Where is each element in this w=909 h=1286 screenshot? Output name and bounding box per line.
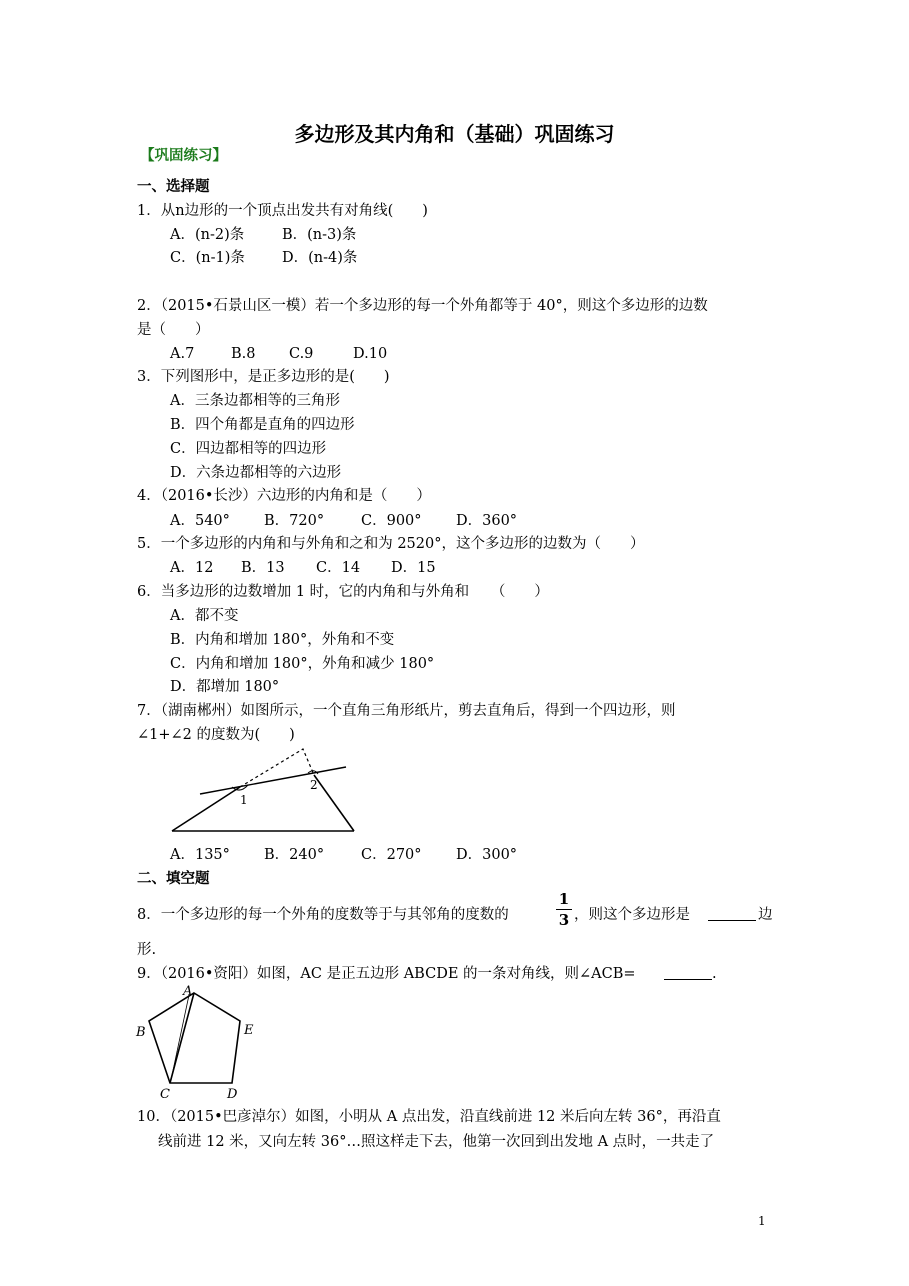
q2-stem-line1: 2．（2015•石景山区一模）若一个多边形的每一个外角都等于 40°，则这个多边形的边数 — [137, 298, 708, 314]
q4-option-c: C．900° — [361, 513, 422, 529]
q7-triangle-figure — [160, 742, 360, 837]
q6-option-a: A．都不变 — [170, 608, 239, 624]
q1-option-b: B．(n-3)条 — [282, 227, 357, 243]
q8-fraction-numerator: 1 — [558, 890, 570, 908]
q7-stem-line1: 7．（湖南郴州）如图所示，一个直角三角形纸片，剪去直角后，得到一个四边形，则 — [137, 703, 676, 719]
q7-option-c: C．270° — [361, 847, 422, 863]
q4-stem: 4．（2016•长沙）六边形的内角和是（ ） — [137, 488, 431, 504]
q4-option-d: D．360° — [456, 513, 518, 529]
page-number: 1 — [758, 1214, 766, 1228]
q5-option-a: A．12 — [170, 560, 214, 576]
q9-answer-blank[interactable] — [664, 965, 712, 980]
q10-stem-line2: 线前进 12 米，又向左转 36°…照这样走下去，他第一次回到出发地 A 点时，一共走了 — [158, 1134, 715, 1150]
q9-label-d: D — [227, 1087, 238, 1102]
q1-stem: 1．从n边形的一个顶点出发共有对角线( ) — [137, 203, 428, 219]
practice-tag: 【巩固练习】 — [140, 148, 227, 164]
q9-label-c: C — [160, 1087, 170, 1102]
q8-fraction — [556, 890, 572, 929]
q9-label-b: B — [136, 1025, 146, 1040]
q1-option-c: C．(n-1)条 — [170, 250, 245, 266]
q2-option-a: A.7 — [170, 346, 195, 362]
q8-stem-end: 边 — [758, 907, 773, 923]
q9-stem-end: . — [712, 966, 717, 982]
q8-stem-before: 8．一个多边形的每一个外角的度数等于与其邻角的度数的 — [137, 907, 509, 923]
q3-option-c: C．四边都相等的四边形 — [170, 441, 327, 457]
q8-stem-after: ，则这个多边形是 — [574, 907, 690, 923]
q7-angle-2-label: 2 — [310, 778, 318, 792]
q3-option-b: B．四个角都是直角的四边形 — [170, 417, 355, 433]
q9-stem: 9．（2016•资阳）如图，AC 是正五边形 ABCDE 的一条对角线，则∠ACB= — [137, 966, 636, 982]
page-title: 多边形及其内角和（基础）巩固练习 — [294, 122, 615, 146]
q5-option-b: B．13 — [241, 560, 285, 576]
q7-option-b: B．240° — [264, 847, 325, 863]
q2-option-d: D.10 — [353, 346, 388, 362]
q5-option-d: D．15 — [391, 560, 436, 576]
q8-answer-blank[interactable] — [708, 906, 756, 921]
q3-option-d: D．六条边都相等的六边形 — [170, 465, 342, 481]
q6-option-c: C．内角和增加 180°，外角和减少 180° — [170, 656, 435, 672]
q4-option-a: A．540° — [170, 513, 230, 529]
q7-option-d: D．300° — [456, 847, 518, 863]
q3-stem: 3．下列图形中，是正多边形的是( ) — [137, 369, 390, 385]
q8-stem-line2: 形. — [137, 942, 157, 958]
q8-fraction-denominator: 3 — [558, 911, 570, 929]
q5-stem: 5．一个多边形的内角和与外角和之和为 2520°，这个多边形的边数为（ ） — [137, 536, 645, 552]
q3-option-a: A．三条边都相等的三角形 — [170, 393, 340, 409]
q9-pentagon-figure — [132, 980, 262, 1100]
q9-label-e: E — [244, 1023, 254, 1038]
q6-stem: 6．当多边形的边数增加 1 时，它的内角和与外角和 （ ） — [137, 584, 549, 600]
q2-option-b: B.8 — [231, 346, 256, 362]
q4-option-b: B．720° — [264, 513, 325, 529]
q2-option-c: C.9 — [289, 346, 314, 362]
q9-label-a: A — [183, 984, 193, 999]
section-fill-heading: 二、填空题 — [137, 871, 210, 887]
q7-angle-1-label: 1 — [240, 793, 248, 807]
q2-stem-line2: 是（ ） — [137, 322, 210, 338]
q6-option-b: B．内角和增加 180°，外角和不变 — [170, 632, 395, 648]
q6-option-d: D．都增加 180° — [170, 679, 280, 695]
q1-option-a: A．(n-2)条 — [170, 227, 245, 243]
q5-option-c: C．14 — [316, 560, 361, 576]
q10-stem-line1: 10．（2015•巴彦淖尔）如图，小明从 A 点出发，沿直线前进 12 米后向左转 36°，再沿直 — [137, 1109, 721, 1125]
q7-option-a: A．135° — [170, 847, 230, 863]
q1-option-d: D．(n-4)条 — [282, 250, 358, 266]
q7-stem-line2: ∠1+∠2 的度数为( ) — [137, 727, 295, 743]
section-choice-heading: 一、选择题 — [137, 179, 210, 195]
